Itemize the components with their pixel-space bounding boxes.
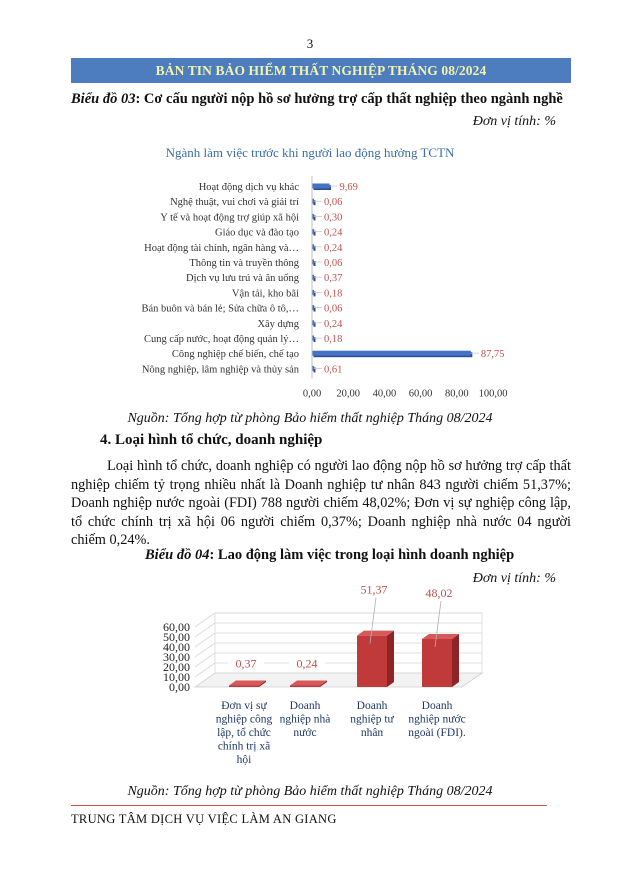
chart-4-y-tick-label: 50,00 — [163, 630, 190, 644]
chart-3-category-label: Bán buôn và bán lẻ; Sửa chữa ô tô,… — [141, 303, 299, 315]
chart-4-data-label: 0,37 — [235, 656, 257, 671]
section-heading: 4. Loại hình tổ chức, doanh nghiệp — [100, 432, 323, 448]
chart-3-category-label: Cung cấp nước, hoạt động quản lý… — [143, 334, 299, 345]
chart-3-category-label: Dịch vụ lưu trú và ăn uống — [185, 273, 299, 285]
chart-3-bar — [312, 351, 471, 356]
chart-4-y-tick-label: 0,00 — [169, 680, 190, 694]
chart-3-x-tick-label: 0,00 — [302, 388, 322, 400]
chart-3-source: Nguồn: Tổng hợp từ phòng Bảo hiểm thất nghiệp Tháng 08/2024 — [127, 411, 493, 426]
chart-3-caption-prefix: Biểu đồ 03 — [71, 91, 136, 107]
chart-4-category-label: lập, tổ chức — [217, 727, 271, 739]
chart-3-bar — [312, 184, 330, 189]
chart-3-data-label: 0,24 — [324, 318, 343, 330]
chart-4-category-label: Doanh — [289, 700, 321, 712]
chart-4-category-label: Đơn vị sự — [221, 700, 267, 712]
chart-4-column-side — [452, 634, 459, 687]
chart-3-data-label: 0,06 — [324, 197, 343, 209]
chart-4-data-label: 48,02 — [425, 585, 453, 600]
chart-3-category-label: Nông nghiệp, lâm nghiệp và thủy sản — [141, 364, 299, 376]
chart-4-category-label: nghiệp nhà — [279, 713, 331, 726]
chart-3-data-label: 9,69 — [339, 182, 358, 193]
chart-4-caption-text: : Lao động làm việc trong loại hình doanh nghiệp — [209, 547, 515, 563]
chart-4-y-tick-label: 60,00 — [163, 620, 190, 634]
page-number: 3 — [306, 36, 314, 51]
chart-3-category-label: Hoạt động tài chính, ngân hàng và… — [144, 242, 299, 254]
chart-4-y-tick-label: 40,00 — [163, 640, 190, 654]
chart-3-x-tick-label: 80,00 — [444, 388, 469, 400]
chart-3-data-label: 0,06 — [324, 258, 343, 269]
chart-3-data-label: 0,24 — [324, 227, 343, 239]
chart-3-data-label: 0,18 — [324, 288, 343, 300]
chart-4-source: Nguồn: Tổng hợp từ phòng Bảo hiểm thất nghiệp Tháng 08/2024 — [127, 784, 493, 799]
chart-3-data-label: 0,37 — [324, 273, 343, 285]
chart-3-category-label: Vận tải, kho bãi — [231, 288, 299, 300]
chart-3-x-tick-label: 20,00 — [336, 388, 361, 400]
chart-3-data-label: 87,75 — [480, 349, 505, 361]
chart-3-category-label: Y tế và hoạt động trợ giúp xã hội — [160, 212, 299, 224]
chart-4-category-label: ngoài (FDI). — [408, 727, 466, 739]
chart-4-category-label: chính trị xã — [217, 740, 271, 753]
chart-3-category-label: Công nghiệp chế biến, chế tạo — [171, 349, 299, 361]
chart-4-category-label: nhân — [360, 727, 384, 739]
chart-3-category-label: Nghệ thuật, vui chơi và giải trí — [170, 197, 299, 209]
body-paragraph: Loại hình tổ chức, doanh nghiệp có người lao động nộp hồ sơ hưởng trợ cấp thất nghiệp chiếm tỷ trọng nhiều nhất là Doanh nghiệp tư nhân 843 người chiếm 51,37%; Doanh nghiệp nước ngoài (FDI) 788 người chiếm 48,02%; Đơn vị sự nghiệp công lập, tổ chức chính trị xã hội 06 người chiếm 0,37%; Doanh nghiệp nhà nước 04 người chiếm 0,24%. — [71, 458, 571, 548]
chart-4-category-label: nghiệp nước — [408, 713, 466, 726]
chart-4-category-label: nước — [293, 727, 317, 739]
chart-4-column-front — [229, 686, 259, 688]
chart-3-data-label: 0,30 — [324, 212, 343, 224]
chart-3-x-tick-label: 60,00 — [408, 388, 433, 400]
chart-3-caption-text: : Cơ cấu người nộp hồ sơ hưởng trợ cấp thất nghiệp theo ngành nghề — [135, 91, 563, 107]
chart-3-category-label: Xây dựng — [257, 318, 299, 330]
chart-4-category-label: nghiệp công — [215, 713, 273, 726]
bulletin-banner: BẢN TIN BẢO HIỂM THẤT NGHIỆP THÁNG 08/2024 — [71, 58, 571, 83]
chart-3-unit: Đơn vị tính: % — [472, 114, 556, 129]
chart-3-industry-bar-chart — [0, 0, 620, 410]
chart-4-column-front — [422, 639, 452, 687]
chart-4-data-label: 0,24 — [296, 656, 318, 671]
chart-4-category-label: Doanh — [356, 700, 388, 712]
chart-4-enterprise-column-chart — [0, 580, 620, 780]
chart-4-unit: Đơn vị tính: % — [472, 571, 556, 586]
chart-3-category-label: Hoạt động dịch vụ khác — [198, 182, 299, 193]
chart-3-title: Ngành làm việc trước khi người lao động hưởng TCTN — [165, 145, 455, 160]
chart-4-category-label: hội — [236, 754, 252, 766]
chart-4-y-tick-label: 10,00 — [163, 670, 190, 684]
chart-3-data-label: 0,24 — [324, 242, 343, 254]
footer-divider — [71, 805, 547, 806]
chart-4-category-label: Doanh — [421, 700, 453, 712]
chart-3-data-label: 0,18 — [324, 334, 343, 345]
chart-3-data-label: 0,61 — [324, 364, 343, 376]
chart-3-category-label: Thông tin và truyền thông — [189, 258, 299, 269]
chart-4-y-tick-label: 30,00 — [163, 650, 190, 664]
footer-text: TRUNG TÂM DỊCH VỤ VIỆC LÀM AN GIANG — [71, 812, 337, 826]
chart-3-data-label: 0,06 — [324, 303, 343, 315]
chart-4-data-label: 51,37 — [360, 582, 388, 597]
chart-4-category-label: nghiệp tư — [350, 713, 394, 726]
chart-3-x-tick-label: 40,00 — [372, 388, 397, 400]
chart-4-column-front — [290, 686, 320, 688]
chart-3-x-tick-label: 100,00 — [478, 388, 508, 400]
chart-4-column — [357, 631, 394, 687]
chart-3-category-label: Giáo dục và đào tạo — [215, 227, 299, 239]
chart-4-column-front — [357, 636, 387, 687]
chart-4-caption — [145, 547, 514, 564]
chart-4-y-tick-label: 20,00 — [163, 660, 190, 674]
chart-4-column — [422, 634, 459, 687]
chart-4-caption-prefix: Biểu đồ 04 — [145, 547, 210, 563]
chart-4-column-side — [387, 631, 394, 687]
